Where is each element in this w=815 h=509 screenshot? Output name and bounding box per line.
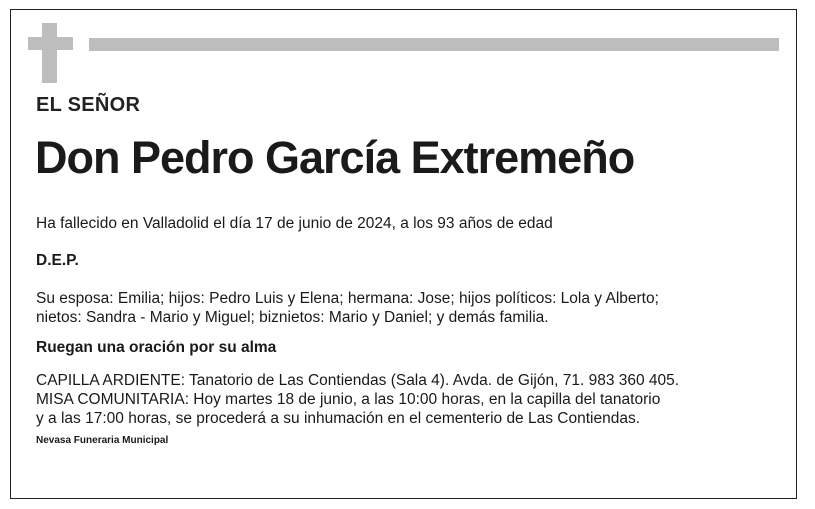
funeral-home: Nevasa Funeraria Municipal xyxy=(36,435,169,446)
prayer-request: Ruegan una oración por su alma xyxy=(36,339,277,356)
rip-text: D.E.P. xyxy=(36,252,79,269)
family-list xyxy=(36,289,659,327)
family-line: nietos: Sandra - Mario y Miguel; biznietos: Mario y Daniel; y demás familia. xyxy=(36,309,549,326)
obituary-card xyxy=(10,9,797,499)
family-line: Su esposa: Emilia; hijos: Pedro Luis y Elena; hermana: Jose; hijos políticos: Lola y Alberto; xyxy=(36,290,659,307)
service-line: y a las 17:00 horas, se procederá a su inhumación en el cementerio de Las Contiendas. xyxy=(36,410,641,427)
cross-icon-arm xyxy=(28,37,73,50)
cross-icon xyxy=(42,23,57,83)
death-details: Ha fallecido en Valladolid el día 17 de junio de 2024, a los 93 años de edad xyxy=(36,215,553,232)
decorative-bar xyxy=(89,38,779,51)
service-line: CAPILLA ARDIENTE: Tanatorio de Las Contiendas (Sala 4). Avda. de Gijón, 71. 983 360 405. xyxy=(36,372,680,389)
honorific: EL SEÑOR xyxy=(36,94,141,116)
deceased-name: Don Pedro García Extremeño xyxy=(35,132,635,183)
service-details xyxy=(36,371,679,428)
service-line: MISA COMUNITARIA: Hoy martes 18 de junio, a las 10:00 horas, en la capilla del tanatorio xyxy=(36,391,661,408)
